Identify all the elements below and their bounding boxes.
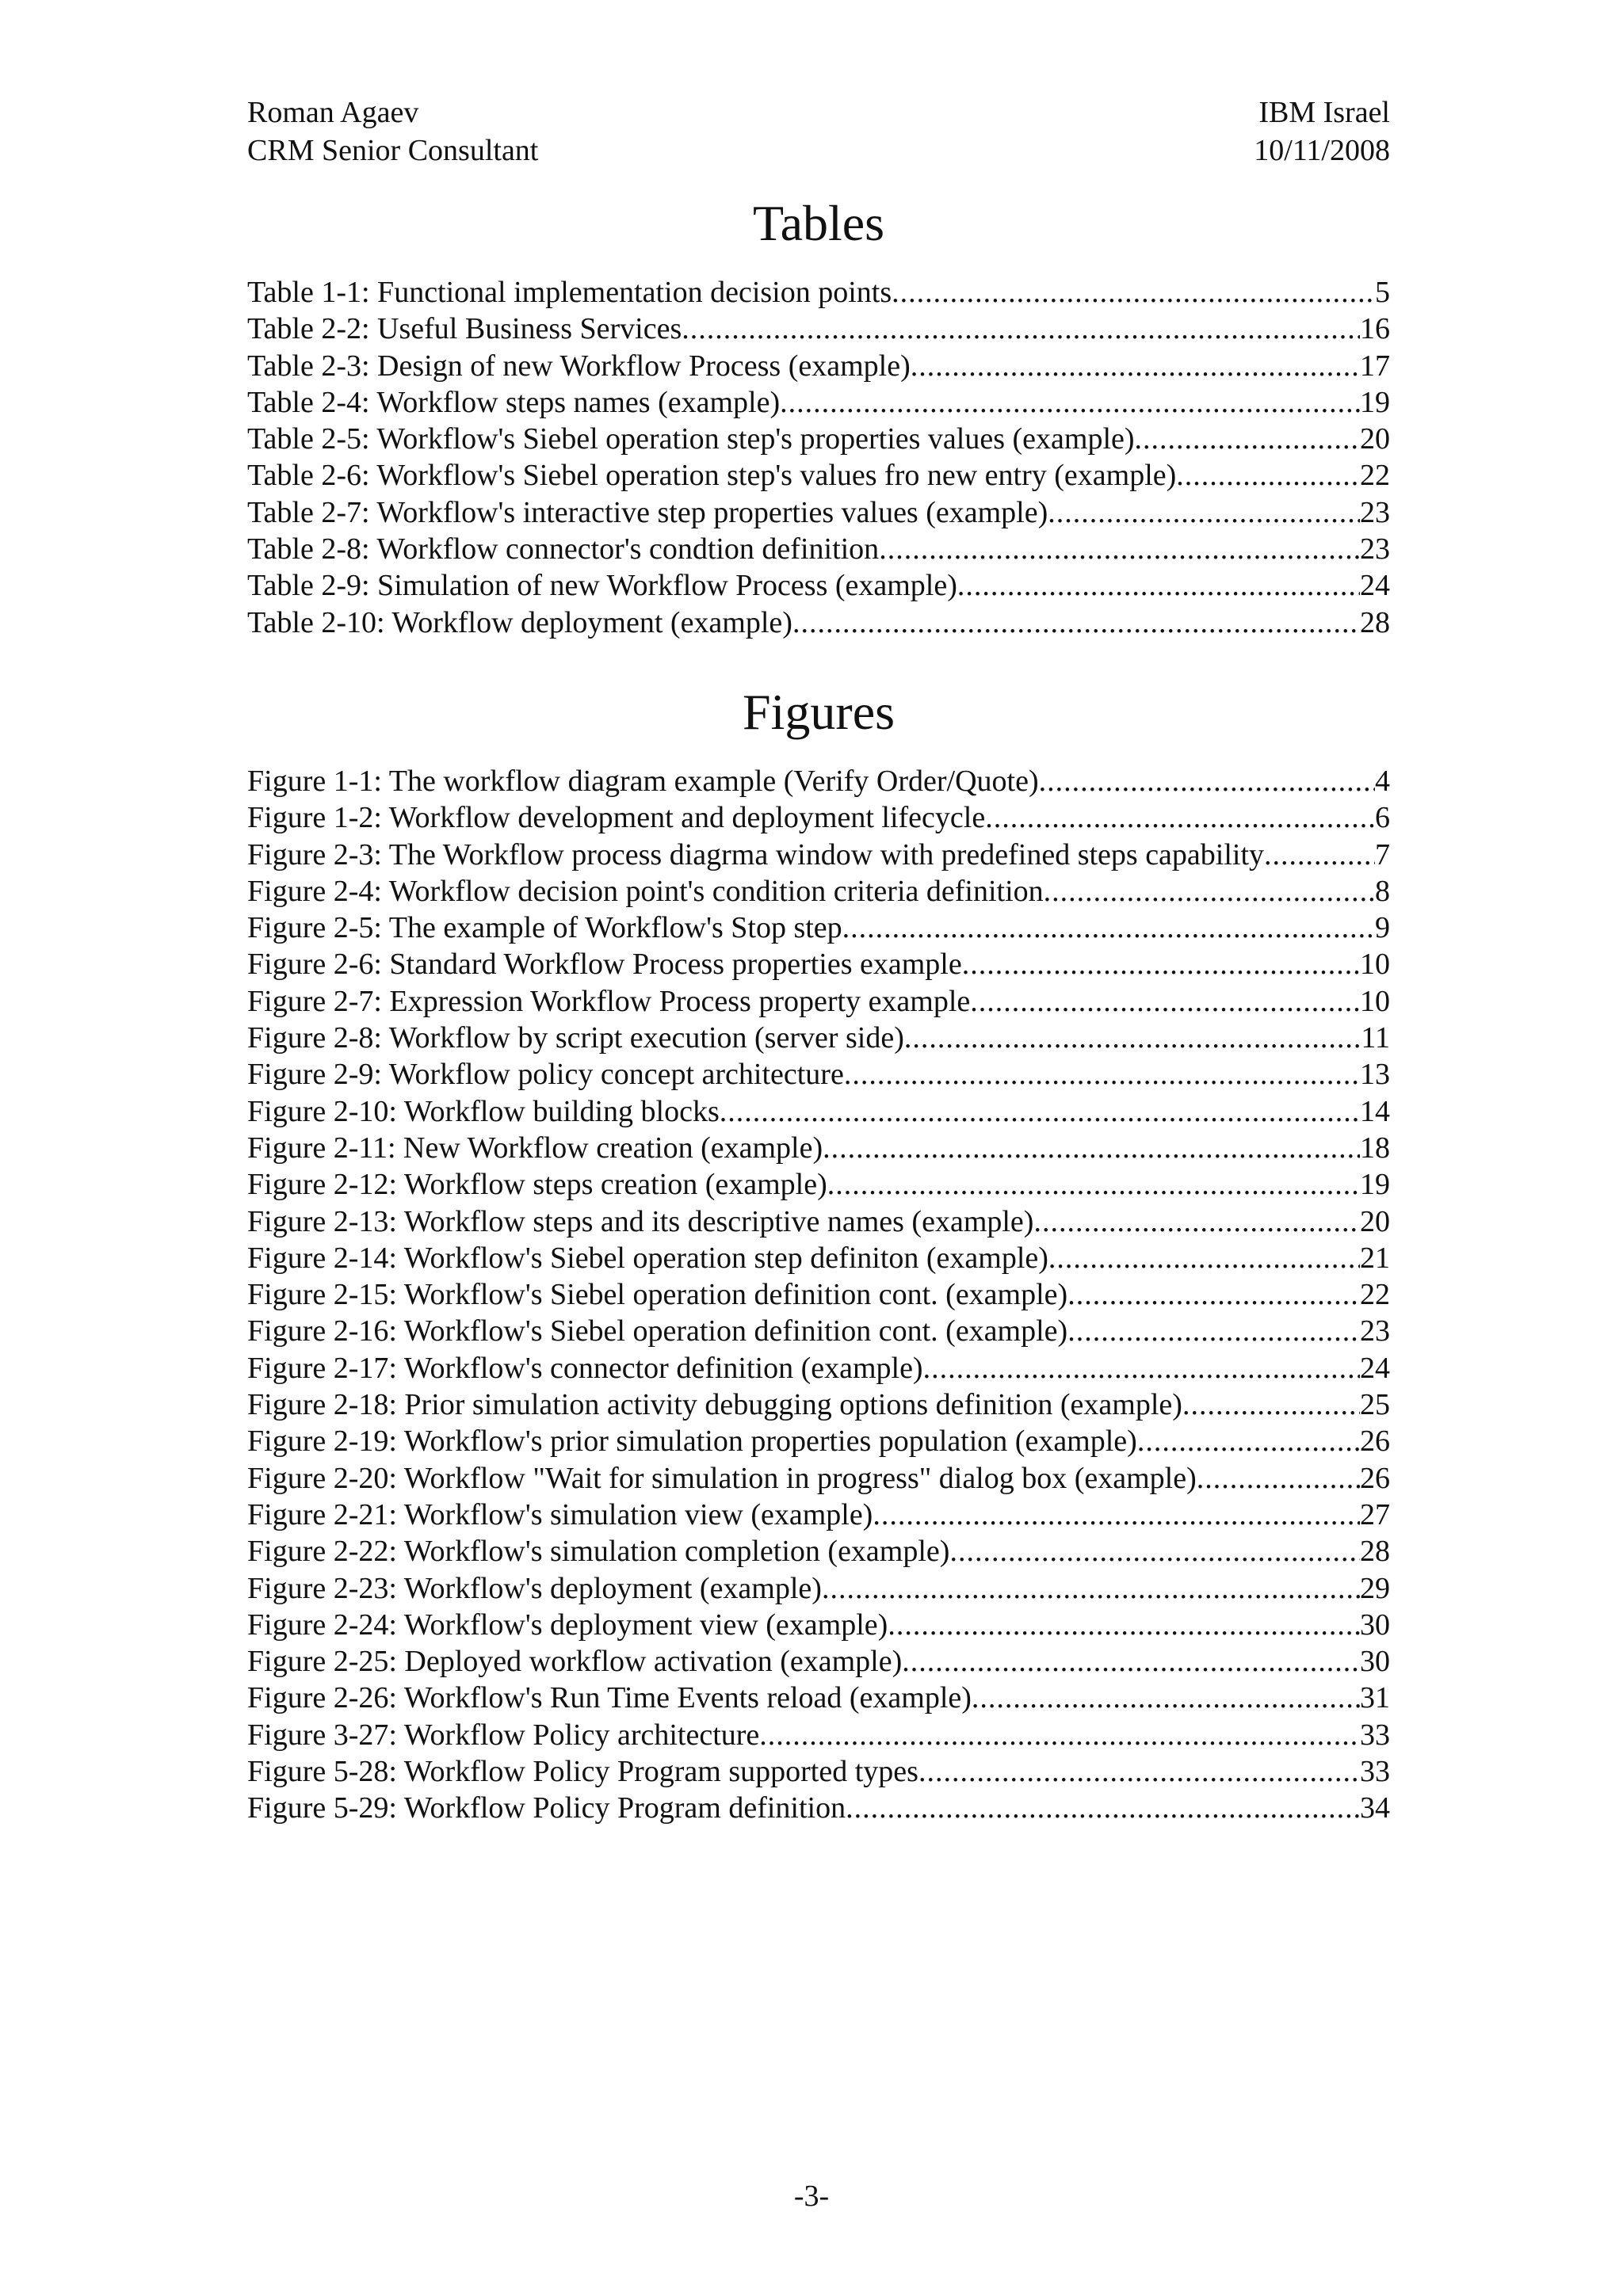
figure-toc-entry[interactable] xyxy=(247,1350,1390,1386)
figure-toc-entry-page-number: 26 xyxy=(1360,1461,1390,1495)
dot-leader xyxy=(846,1790,1360,1826)
dot-leader xyxy=(844,1056,1360,1093)
figure-toc-entry[interactable] xyxy=(247,799,1390,836)
document-page xyxy=(247,93,1390,1827)
dot-leader xyxy=(949,1533,1360,1569)
table-toc-entry-text: Table 2-5: Workflow's Siebel operation step's properties values (example) xyxy=(247,422,1135,456)
dot-leader xyxy=(923,1350,1360,1386)
figure-toc-entry[interactable] xyxy=(247,1423,1390,1459)
table-toc-entry-text: Table 2-2: Useful Business Services xyxy=(247,312,682,346)
figure-toc-entry-page-number: 25 xyxy=(1360,1388,1390,1422)
dot-leader xyxy=(792,605,1360,641)
dot-leader xyxy=(1067,1276,1360,1313)
table-toc-entry-page-number: 28 xyxy=(1360,605,1390,639)
figure-toc-entry-page-number: 4 xyxy=(1375,764,1390,798)
dot-leader xyxy=(1033,1203,1360,1240)
figure-toc-entry-text: Figure 5-29: Workflow Policy Program definition xyxy=(247,1791,846,1825)
figure-toc-entry[interactable] xyxy=(247,1643,1390,1680)
dot-leader xyxy=(780,384,1360,421)
table-toc-entry[interactable] xyxy=(247,384,1390,421)
table-toc-entry[interactable] xyxy=(247,348,1390,384)
dot-leader xyxy=(972,1680,1360,1716)
figure-toc-entry-text: Figure 2-5: The example of Workflow's Stop step xyxy=(247,911,842,945)
figure-toc-entry-text: Figure 2-13: Workflow steps and its descriptive names (example) xyxy=(247,1204,1034,1238)
table-toc-entry[interactable] xyxy=(247,531,1390,567)
figure-toc-entry-page-number: 7 xyxy=(1375,837,1390,871)
table-toc-entry-page-number: 23 xyxy=(1360,495,1390,529)
tables-list xyxy=(247,274,1390,641)
table-toc-entry-page-number: 16 xyxy=(1360,312,1390,346)
figure-toc-entry-page-number: 23 xyxy=(1360,1314,1390,1348)
figure-toc-entry-text: Figure 2-21: Workflow's simulation view (example) xyxy=(247,1497,873,1531)
table-toc-entry-text: Table 2-4: Workflow steps names (example) xyxy=(247,385,781,419)
table-toc-entry-text: Table 2-7: Workflow's interactive step properties values (example) xyxy=(247,495,1048,529)
figure-toc-entry[interactable] xyxy=(247,1130,1390,1166)
figure-toc-entry-text: Figure 2-9: Workflow policy concept architecture xyxy=(247,1058,844,1092)
figure-toc-entry[interactable] xyxy=(247,1056,1390,1093)
figure-toc-entry-page-number: 18 xyxy=(1360,1131,1390,1165)
figure-toc-entry-text: Figure 2-19: Workflow's prior simulation properties population (example) xyxy=(247,1425,1137,1459)
figure-toc-entry[interactable] xyxy=(247,837,1390,873)
dot-leader xyxy=(842,910,1375,946)
figure-toc-entry[interactable] xyxy=(247,873,1390,910)
figure-toc-entry-text: Figure 2-6: Standard Workflow Process properties example xyxy=(247,948,962,982)
header-row-2 xyxy=(247,132,1390,170)
figure-toc-entry-text: Figure 1-1: The workflow diagram example (Verify Order/Quote) xyxy=(247,764,1039,798)
figure-toc-entry-text: Figure 1-2: Workflow development and deployment lifecycle xyxy=(247,801,986,835)
figure-toc-entry-text: Figure 5-28: Workflow Policy Program supported types xyxy=(247,1754,918,1788)
figure-toc-entry-text: Figure 2-24: Workflow's deployment view (example) xyxy=(247,1608,888,1642)
figure-toc-entry[interactable] xyxy=(247,1276,1390,1313)
figure-toc-entry-text: Figure 2-17: Workflow's connector definition (example) xyxy=(247,1351,923,1385)
figure-toc-entry[interactable] xyxy=(247,763,1390,799)
company-name: IBM Israel xyxy=(1258,96,1390,129)
table-toc-entry-page-number: 24 xyxy=(1360,569,1390,603)
figure-toc-entry[interactable] xyxy=(247,1460,1390,1497)
table-toc-entry-text: Table 2-3: Design of new Workflow Process (example) xyxy=(247,349,911,383)
dot-leader xyxy=(985,799,1375,836)
figure-toc-entry-page-number: 33 xyxy=(1360,1718,1390,1752)
page-number: -3- xyxy=(793,2180,830,2213)
table-toc-entry[interactable] xyxy=(247,457,1390,494)
dot-leader xyxy=(904,1020,1361,1056)
dot-leader xyxy=(827,1166,1360,1203)
figure-toc-entry-text: Figure 2-10: Workflow building blocks xyxy=(247,1094,720,1128)
dot-leader xyxy=(1044,873,1375,910)
dot-leader xyxy=(957,567,1360,604)
table-toc-entry[interactable] xyxy=(247,605,1390,641)
figure-toc-entry-text: Figure 2-18: Prior simulation activity debugging options definition (example) xyxy=(247,1388,1182,1422)
dot-leader xyxy=(879,531,1360,567)
table-toc-entry[interactable] xyxy=(247,421,1390,457)
figure-toc-entry-page-number: 10 xyxy=(1360,984,1390,1018)
figure-toc-entry-text: Figure 2-7: Expression Workflow Process property example xyxy=(247,984,971,1018)
figure-toc-entry-text: Figure 2-11: New Workflow creation (example) xyxy=(247,1131,823,1165)
figure-toc-entry-page-number: 10 xyxy=(1360,948,1390,982)
dot-leader xyxy=(911,348,1360,384)
dot-leader xyxy=(1135,421,1360,457)
dot-leader xyxy=(759,1717,1360,1753)
dot-leader xyxy=(822,1570,1360,1607)
dot-leader xyxy=(682,311,1360,347)
figure-toc-entry-text: Figure 2-12: Workflow steps creation (example) xyxy=(247,1168,827,1202)
dot-leader xyxy=(970,983,1360,1020)
dot-leader xyxy=(902,1643,1360,1680)
figure-toc-entry-page-number: 26 xyxy=(1360,1425,1390,1459)
tables-heading: Tables xyxy=(752,195,885,251)
figure-toc-entry[interactable] xyxy=(247,1680,1390,1716)
figures-heading: Figures xyxy=(743,683,895,740)
dot-leader xyxy=(1137,1423,1360,1459)
figure-toc-entry[interactable] xyxy=(247,1313,1390,1349)
table-toc-entry-page-number: 23 xyxy=(1360,532,1390,566)
figure-toc-entry-page-number: 31 xyxy=(1360,1681,1390,1715)
dot-leader xyxy=(1048,1240,1360,1276)
table-toc-entry-page-number: 20 xyxy=(1360,422,1390,456)
figure-toc-entry-page-number: 11 xyxy=(1361,1021,1390,1055)
figures-list xyxy=(247,763,1390,1827)
figure-toc-entry-text: Figure 2-22: Workflow's simulation completion (example) xyxy=(247,1535,950,1569)
figure-toc-entry[interactable] xyxy=(247,1570,1390,1607)
figure-toc-entry-page-number: 19 xyxy=(1360,1168,1390,1202)
figure-toc-entry-page-number: 9 xyxy=(1375,911,1390,945)
dot-leader xyxy=(1039,763,1375,799)
figure-toc-entry[interactable] xyxy=(247,1607,1390,1643)
dot-leader xyxy=(823,1130,1360,1166)
figure-toc-entry-page-number: 22 xyxy=(1360,1278,1390,1312)
dot-leader xyxy=(1182,1386,1360,1423)
figure-toc-entry-page-number: 14 xyxy=(1360,1094,1390,1128)
page-header xyxy=(247,93,1390,170)
document-date: 10/11/2008 xyxy=(1254,134,1390,167)
dot-leader xyxy=(1048,494,1360,531)
table-toc-entry-page-number: 22 xyxy=(1360,459,1390,493)
dot-leader xyxy=(1176,457,1360,494)
table-toc-entry[interactable] xyxy=(247,311,1390,347)
dot-leader xyxy=(1067,1313,1360,1349)
dot-leader xyxy=(720,1093,1360,1130)
figure-toc-entry-page-number: 21 xyxy=(1360,1241,1390,1275)
figure-toc-entry[interactable] xyxy=(247,1203,1390,1240)
figure-toc-entry-page-number: 29 xyxy=(1360,1571,1390,1605)
figure-toc-entry-text: Figure 2-25: Deployed workflow activation (example) xyxy=(247,1645,903,1679)
figure-toc-entry[interactable] xyxy=(247,1717,1390,1753)
figure-toc-entry-page-number: 30 xyxy=(1360,1608,1390,1642)
dot-leader xyxy=(1264,837,1375,873)
dot-leader xyxy=(888,1607,1360,1643)
table-toc-entry[interactable] xyxy=(247,274,1390,311)
table-toc-entry-page-number: 5 xyxy=(1375,276,1390,309)
author-name: Roman Agaev xyxy=(247,96,419,129)
figure-toc-entry-page-number: 24 xyxy=(1360,1351,1390,1385)
figure-toc-entry-text: Figure 2-16: Workflow's Siebel operation definition cont. (example) xyxy=(247,1314,1068,1348)
figure-toc-entry[interactable] xyxy=(247,910,1390,946)
figure-toc-entry-text: Figure 2-26: Workflow's Run Time Events reload (example) xyxy=(247,1681,972,1715)
figure-toc-entry[interactable] xyxy=(247,1533,1390,1569)
figure-toc-entry[interactable] xyxy=(247,1790,1390,1826)
figure-toc-entry[interactable] xyxy=(247,983,1390,1020)
table-toc-entry-text: Table 1-1: Functional implementation decision points xyxy=(247,276,892,309)
author-role: CRM Senior Consultant xyxy=(247,134,539,167)
header-row-1 xyxy=(247,93,1390,132)
figure-toc-entry[interactable] xyxy=(247,1020,1390,1056)
figure-toc-entry-page-number: 34 xyxy=(1360,1791,1390,1825)
figure-toc-entry-page-number: 20 xyxy=(1360,1204,1390,1238)
table-toc-entry-text: Table 2-9: Simulation of new Workflow Process (example) xyxy=(247,569,957,603)
figure-toc-entry-text: Figure 2-14: Workflow's Siebel operation step definiton (example) xyxy=(247,1241,1048,1275)
dot-leader xyxy=(918,1753,1360,1790)
figure-toc-entry[interactable] xyxy=(247,1093,1390,1130)
figure-toc-entry-page-number: 8 xyxy=(1375,874,1390,908)
figure-toc-entry-page-number: 33 xyxy=(1360,1754,1390,1788)
figure-toc-entry-page-number: 27 xyxy=(1360,1497,1390,1531)
figure-toc-entry-page-number: 30 xyxy=(1360,1645,1390,1679)
figure-toc-entry-page-number: 13 xyxy=(1360,1058,1390,1092)
table-toc-entry[interactable] xyxy=(247,567,1390,604)
figure-toc-entry[interactable] xyxy=(247,1166,1390,1203)
figure-toc-entry-text: Figure 2-4: Workflow decision point's condition criteria definition xyxy=(247,874,1044,908)
figure-toc-entry-text: Figure 2-20: Workflow "Wait for simulation in progress" dialog box (example) xyxy=(247,1461,1197,1495)
figure-toc-entry-page-number: 6 xyxy=(1375,801,1390,835)
table-toc-entry-page-number: 17 xyxy=(1360,349,1390,383)
figure-toc-entry[interactable] xyxy=(247,1497,1390,1533)
dot-leader xyxy=(962,946,1360,982)
figure-toc-entry-text: Figure 2-8: Workflow by script execution (server side) xyxy=(247,1021,904,1055)
figure-toc-entry[interactable] xyxy=(247,946,1390,982)
dot-leader xyxy=(1197,1460,1360,1497)
dot-leader xyxy=(873,1497,1360,1533)
table-toc-entry-text: Table 2-8: Workflow connector's condtion definition xyxy=(247,532,880,566)
figure-toc-entry-text: Figure 3-27: Workflow Policy architecture xyxy=(247,1718,760,1752)
table-toc-entry-text: Table 2-10: Workflow deployment (example) xyxy=(247,605,792,639)
dot-leader xyxy=(892,274,1375,311)
figure-toc-entry-text: Figure 2-15: Workflow's Siebel operation definition cont. (example) xyxy=(247,1278,1068,1312)
figure-toc-entry-page-number: 28 xyxy=(1360,1535,1390,1569)
table-toc-entry-page-number: 19 xyxy=(1360,385,1390,419)
figure-toc-entry[interactable] xyxy=(247,1386,1390,1423)
table-toc-entry[interactable] xyxy=(247,494,1390,531)
figure-toc-entry-text: Figure 2-23: Workflow's deployment (example) xyxy=(247,1571,822,1605)
figure-toc-entry-text: Figure 2-3: The Workflow process diagrma window with predefined steps capability xyxy=(247,837,1265,871)
table-toc-entry-text: Table 2-6: Workflow's Siebel operation step's values fro new entry (example) xyxy=(247,459,1177,493)
figure-toc-entry[interactable] xyxy=(247,1240,1390,1276)
figure-toc-entry[interactable] xyxy=(247,1753,1390,1790)
